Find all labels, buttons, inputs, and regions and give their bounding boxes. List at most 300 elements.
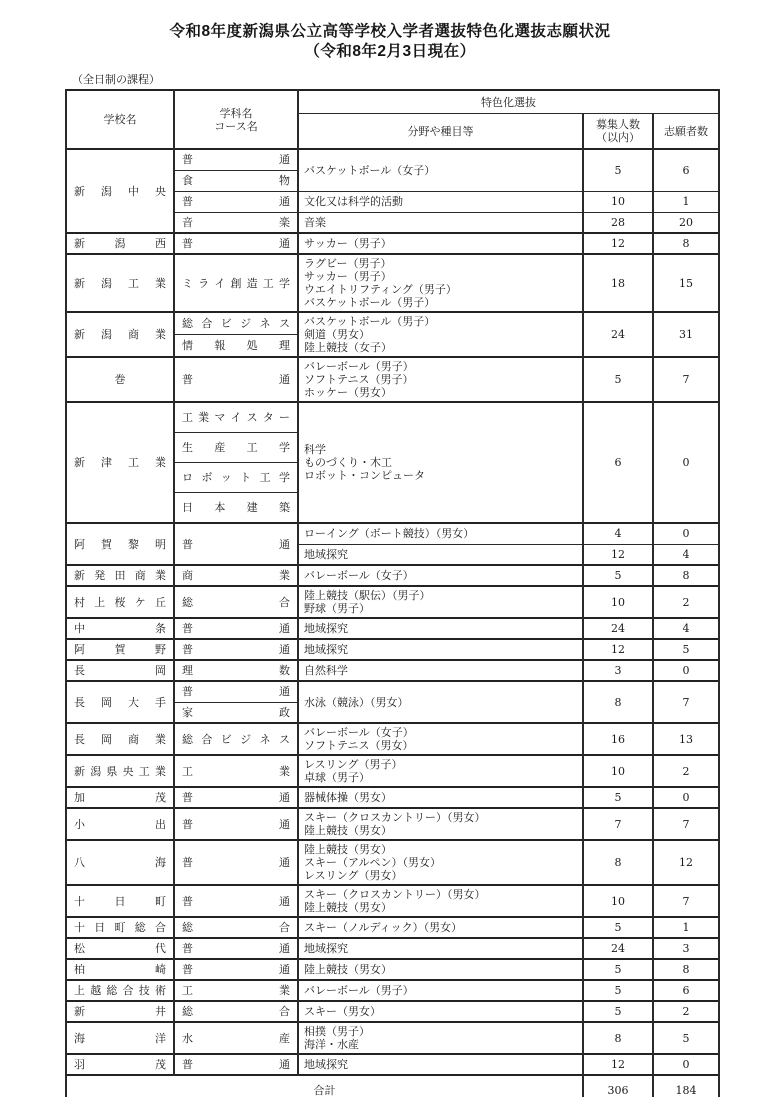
- department-cell: [174, 402, 298, 433]
- field-line: 地域探究: [304, 622, 348, 635]
- name-char: 学: [278, 471, 290, 484]
- total-label: 合計: [66, 1075, 583, 1097]
- department-cell: [174, 523, 298, 565]
- field-cell: [298, 544, 583, 565]
- field-line: スキー（アルペン）（男女）: [304, 856, 442, 869]
- quota-cell: 5: [583, 980, 653, 1001]
- department-cell: [174, 212, 298, 233]
- name-char: 小: [74, 817, 85, 831]
- name-char: 海: [155, 856, 166, 869]
- name-char: 業: [155, 328, 166, 341]
- name-char: 工: [182, 984, 193, 997]
- department-cell: [174, 463, 298, 493]
- name-char: 普: [182, 963, 193, 976]
- name-char: 茂: [155, 1058, 166, 1071]
- table-row: [66, 565, 719, 586]
- name-char: 桜: [114, 595, 126, 609]
- name-char: 業: [155, 569, 166, 582]
- header-selection-group: 特色化選抜: [298, 90, 719, 114]
- name-char: 岡: [101, 695, 112, 709]
- field-line: ラグビー（男子）: [304, 257, 392, 270]
- table-row: [66, 755, 719, 787]
- school-name-cell: [66, 787, 174, 808]
- table-row: [66, 787, 719, 808]
- header-field: 分野や種目等: [298, 114, 583, 150]
- name-char: 手: [155, 695, 166, 709]
- name-char: 総: [182, 921, 193, 934]
- name-char: ス: [246, 411, 258, 424]
- name-char: 業: [279, 984, 290, 997]
- name-char: 合: [279, 1005, 290, 1018]
- name-char: 術: [154, 984, 166, 997]
- name-char: 央: [155, 184, 166, 198]
- name-char: ロ: [182, 471, 193, 484]
- name-char: 総: [182, 595, 193, 609]
- applicants-cell: 0: [653, 787, 719, 808]
- field-cell: [298, 917, 583, 938]
- name-char: 日: [114, 894, 126, 908]
- field-line: 海洋・水産: [304, 1038, 359, 1051]
- name-char: 岡: [101, 732, 112, 746]
- field-cell: [298, 787, 583, 808]
- applicants-cell: 7: [653, 357, 719, 402]
- field-line: 地域探究: [304, 643, 348, 656]
- field-line: バスケットボール（男子）: [304, 296, 436, 309]
- applicants-cell: 12: [653, 840, 719, 885]
- field-line: 陸上競技（女子）: [304, 341, 392, 354]
- table-row: [66, 402, 719, 433]
- department-cell: [174, 1001, 298, 1022]
- name-char: 総: [182, 1005, 193, 1018]
- name-char: 井: [155, 1005, 166, 1018]
- name-char: 業: [155, 276, 166, 290]
- name-char: 茂: [155, 791, 166, 804]
- name-char: 工: [182, 764, 193, 778]
- name-char: 家: [182, 705, 193, 719]
- name-char: 津: [101, 456, 112, 469]
- table-row: [66, 357, 719, 402]
- field-cell: [298, 938, 583, 959]
- document-title: [0, 0, 780, 62]
- name-char: 工: [128, 456, 139, 469]
- name-char: 羽: [74, 1058, 85, 1071]
- field-cell: [298, 808, 583, 840]
- name-char: ー: [278, 411, 290, 424]
- name-char: ジ: [240, 317, 252, 330]
- field-line: 陸上競技（男女）: [304, 963, 392, 976]
- field-line: 地域探究: [304, 1058, 348, 1071]
- name-char: ビ: [220, 317, 232, 330]
- applicants-cell: 7: [653, 808, 719, 840]
- field-cell: [298, 1054, 583, 1075]
- table-row: [66, 586, 719, 618]
- name-char: 新: [74, 456, 85, 469]
- name-char: 潟: [101, 328, 112, 341]
- field-cell: [298, 980, 583, 1001]
- name-char: 加: [74, 791, 85, 804]
- name-char: 報: [214, 339, 226, 352]
- field-cell: [298, 1001, 583, 1022]
- name-char: ッ: [220, 471, 232, 484]
- applicants-cell: 6: [653, 149, 719, 191]
- name-char: 十: [74, 894, 85, 908]
- quota-cell: 8: [583, 1022, 653, 1054]
- applicants-cell: 6: [653, 980, 719, 1001]
- name-char: 理: [182, 664, 193, 677]
- applicants-cell: 1: [653, 917, 719, 938]
- field-line: 相撲（男子）: [304, 1025, 370, 1038]
- name-char: ボ: [201, 471, 213, 484]
- applicants-cell: 4: [653, 618, 719, 639]
- field-cell: [298, 254, 583, 312]
- field-cell: [298, 885, 583, 917]
- name-char: 合: [201, 732, 213, 746]
- field-line: 科学: [304, 443, 326, 456]
- total-quota: 306: [583, 1075, 653, 1097]
- name-char: 通: [279, 237, 290, 250]
- department-cell: [174, 959, 298, 980]
- field-cell: [298, 959, 583, 980]
- field-line: スキー（クロスカントリー）（男女）: [304, 811, 486, 824]
- field-line: ローイング（ボート競技）（男女）: [304, 527, 475, 541]
- school-name-cell: [66, 959, 174, 980]
- quota-cell: 10: [583, 586, 653, 618]
- header-department-line1: 学科名: [219, 106, 253, 120]
- name-char: 総: [182, 732, 193, 746]
- name-char: 中: [128, 184, 139, 198]
- field-line: 陸上競技（男女）: [304, 824, 392, 837]
- name-char: 商: [128, 328, 139, 341]
- field-line: スキー（クロスカントリー）（男女）: [304, 888, 486, 901]
- header-quota-line2: （以内）: [596, 131, 640, 144]
- field-line: バレーボール（女子）: [304, 569, 414, 582]
- name-char: 新: [74, 328, 85, 341]
- table-row: [66, 959, 719, 980]
- title-line-2: （令和8年2月3日現在）: [304, 43, 476, 60]
- name-char: 明: [155, 537, 166, 551]
- applicants-cell: 2: [653, 755, 719, 787]
- field-line: 陸上競技（男女）: [304, 843, 392, 856]
- quota-cell: 12: [583, 1054, 653, 1075]
- name-char: タ: [262, 411, 274, 424]
- name-char: 生: [182, 441, 193, 454]
- name-char: 長: [74, 732, 85, 746]
- applicants-cell: 31: [653, 312, 719, 357]
- name-char: 巻: [114, 373, 126, 386]
- name-char: 岡: [155, 664, 166, 677]
- applicants-cell: 20: [653, 212, 719, 233]
- name-char: 音: [182, 215, 193, 229]
- name-char: 新: [74, 764, 85, 778]
- application-status-table: [65, 89, 720, 1097]
- name-char: 処: [246, 339, 258, 352]
- applicants-cell: 3: [653, 938, 719, 959]
- name-char: 産: [279, 1031, 290, 1045]
- name-char: 発: [94, 569, 106, 582]
- field-line: バレーボール（女子）: [304, 726, 414, 739]
- name-char: 通: [279, 894, 290, 908]
- header-applicants: 志願者数: [653, 114, 719, 150]
- applicants-cell: 13: [653, 723, 719, 755]
- name-char: ジ: [240, 732, 252, 746]
- field-cell: [298, 755, 583, 787]
- field-line: ソフトテニス（男子）: [304, 373, 414, 386]
- name-char: ケ: [134, 595, 146, 609]
- quota-cell: 12: [583, 639, 653, 660]
- quota-cell: 16: [583, 723, 653, 755]
- name-char: 通: [279, 195, 290, 208]
- department-cell: [174, 493, 298, 524]
- quota-cell: 10: [583, 755, 653, 787]
- field-cell: [298, 723, 583, 755]
- name-char: 本: [214, 501, 226, 514]
- name-char: ス: [278, 732, 290, 746]
- name-char: 普: [182, 537, 193, 551]
- name-char: 県: [106, 764, 118, 778]
- table-row: [66, 1054, 719, 1075]
- school-name-cell: [66, 586, 174, 618]
- field-line: 文化又は科学的活動: [304, 195, 403, 208]
- name-char: 普: [182, 237, 193, 250]
- department-cell: [174, 723, 298, 755]
- department-cell: [174, 149, 298, 170]
- name-char: 普: [182, 153, 193, 167]
- applicants-cell: 0: [653, 660, 719, 681]
- department-cell: [174, 170, 298, 191]
- name-char: 楽: [279, 215, 290, 229]
- name-char: 造: [246, 276, 258, 290]
- field-cell: [298, 565, 583, 586]
- name-char: 総: [134, 921, 146, 934]
- department-cell: [174, 586, 298, 618]
- applicants-cell: 2: [653, 586, 719, 618]
- name-char: ビ: [220, 732, 232, 746]
- department-cell: [174, 639, 298, 660]
- school-name-cell: [66, 357, 174, 402]
- name-char: 工: [128, 276, 139, 290]
- field-line: 野球（男子）: [304, 602, 370, 615]
- field-line: バレーボール（男子）: [304, 360, 414, 373]
- name-char: 田: [114, 569, 126, 582]
- total-row: [66, 1075, 719, 1097]
- name-char: 崎: [155, 963, 166, 976]
- applicants-cell: 0: [653, 523, 719, 544]
- department-cell: [174, 254, 298, 312]
- name-char: 長: [74, 695, 85, 709]
- field-cell: [298, 660, 583, 681]
- field-line: 地域探究: [304, 942, 348, 955]
- field-line: スキー（ノルディック）（男女）: [304, 921, 463, 934]
- table-row: [66, 917, 719, 938]
- table-row: [66, 618, 719, 639]
- name-char: 政: [279, 705, 290, 719]
- field-line: ものづくり・木工: [304, 456, 392, 469]
- school-name-cell: [66, 233, 174, 254]
- name-char: 阿: [74, 643, 85, 656]
- field-cell: [298, 149, 583, 191]
- school-name-cell: [66, 840, 174, 885]
- name-char: ス: [278, 317, 290, 330]
- name-char: 通: [279, 373, 290, 386]
- field-line: ロボット・コンピュータ: [304, 469, 425, 482]
- name-char: 商: [128, 732, 139, 746]
- school-name-cell: [66, 723, 174, 755]
- name-char: 町: [155, 894, 166, 908]
- course-type-note: （全日制の課程）: [72, 73, 160, 86]
- quota-cell: 28: [583, 212, 653, 233]
- name-char: 普: [182, 856, 193, 869]
- name-char: 賀: [101, 537, 112, 551]
- name-char: 業: [155, 732, 166, 746]
- name-char: 西: [155, 237, 166, 250]
- name-char: 出: [155, 817, 166, 831]
- name-char: 新: [74, 569, 85, 582]
- name-char: 普: [182, 894, 193, 908]
- table-row: [66, 149, 719, 170]
- name-char: 学: [278, 276, 290, 290]
- field-cell: [298, 681, 583, 723]
- name-char: 十: [74, 921, 85, 934]
- quota-cell: 5: [583, 917, 653, 938]
- quota-cell: 24: [583, 938, 653, 959]
- department-cell: [174, 681, 298, 702]
- quota-cell: 10: [583, 191, 653, 212]
- field-cell: [298, 191, 583, 212]
- department-cell: [174, 565, 298, 586]
- field-cell: [298, 840, 583, 885]
- name-char: ネ: [259, 317, 271, 330]
- table-row: [66, 233, 719, 254]
- school-name-cell: [66, 402, 174, 523]
- field-cell: [298, 639, 583, 660]
- name-char: 築: [278, 501, 290, 514]
- applicants-cell: 15: [653, 254, 719, 312]
- name-char: 商: [182, 569, 193, 582]
- department-cell: [174, 433, 298, 463]
- quota-cell: 12: [583, 233, 653, 254]
- field-line: 音楽: [304, 215, 326, 229]
- school-name-cell: [66, 523, 174, 565]
- name-char: 潟: [101, 276, 112, 290]
- table-row: [66, 312, 719, 335]
- table-row: [66, 254, 719, 312]
- department-cell: [174, 357, 298, 402]
- name-char: 学: [278, 441, 290, 454]
- applicants-cell: 8: [653, 233, 719, 254]
- name-char: 通: [279, 963, 290, 976]
- name-char: 物: [279, 174, 290, 187]
- school-name-cell: [66, 1022, 174, 1054]
- name-char: 日: [182, 501, 193, 514]
- name-char: 普: [182, 942, 193, 955]
- name-char: 通: [279, 685, 290, 699]
- name-char: 普: [182, 373, 193, 386]
- name-char: ト: [240, 471, 252, 484]
- name-char: 上: [74, 984, 85, 997]
- name-char: 日: [94, 921, 106, 934]
- name-char: 建: [246, 501, 258, 514]
- name-char: 通: [279, 791, 290, 804]
- name-char: 通: [279, 537, 290, 551]
- quota-cell: 5: [583, 357, 653, 402]
- name-char: 通: [279, 1058, 290, 1071]
- name-char: 丘: [155, 595, 166, 609]
- school-name-cell: [66, 681, 174, 723]
- department-cell: [174, 1054, 298, 1075]
- table-row: [66, 885, 719, 917]
- quota-cell: 7: [583, 808, 653, 840]
- name-char: 海: [74, 1031, 85, 1045]
- field-line: 器械体操（男女）: [304, 791, 392, 804]
- table-row: [66, 639, 719, 660]
- table-row: [66, 1001, 719, 1022]
- name-char: 業: [279, 569, 290, 582]
- name-char: 合: [122, 984, 134, 997]
- school-name-cell: [66, 565, 174, 586]
- name-char: マ: [214, 411, 226, 424]
- name-char: イ: [214, 276, 226, 290]
- field-line: 水泳（競泳）（男女）: [304, 695, 409, 709]
- name-char: イ: [230, 411, 242, 424]
- applicants-cell: 5: [653, 1022, 719, 1054]
- school-name-cell: [66, 755, 174, 787]
- applicants-cell: 7: [653, 885, 719, 917]
- name-char: 業: [154, 764, 166, 778]
- field-cell: [298, 618, 583, 639]
- quota-cell: 5: [583, 149, 653, 191]
- department-cell: [174, 335, 298, 358]
- department-cell: [174, 618, 298, 639]
- name-char: ラ: [198, 276, 210, 290]
- field-line: 陸上競技（男女）: [304, 901, 392, 914]
- department-cell: [174, 980, 298, 1001]
- name-char: 普: [182, 1058, 193, 1071]
- header-department-line2: コース名: [214, 119, 258, 133]
- name-char: 中: [74, 622, 85, 635]
- field-line: ホッケー（男女）: [304, 386, 392, 399]
- header-school-name: 学校名: [66, 90, 174, 149]
- school-name-cell: [66, 808, 174, 840]
- school-name-cell: [66, 1001, 174, 1022]
- name-char: ミ: [182, 276, 193, 290]
- department-cell: [174, 191, 298, 212]
- name-char: 業: [198, 411, 210, 424]
- field-line: 地域探究: [304, 547, 348, 561]
- name-char: 工: [259, 471, 271, 484]
- department-cell: [174, 885, 298, 917]
- name-char: 情: [182, 339, 193, 352]
- header-quota-line1: 募集人数: [596, 118, 640, 131]
- quota-cell: 3: [583, 660, 653, 681]
- field-line: レスリング（男女）: [304, 869, 403, 882]
- name-char: 普: [182, 685, 193, 699]
- name-char: 野: [155, 643, 166, 656]
- field-cell: [298, 357, 583, 402]
- field-cell: [298, 312, 583, 357]
- table-row: [66, 523, 719, 544]
- field-line: バレーボール（男子）: [304, 984, 414, 997]
- name-char: 合: [279, 921, 290, 934]
- field-cell: [298, 212, 583, 233]
- name-char: 総: [182, 317, 193, 330]
- school-name-cell: [66, 639, 174, 660]
- applicants-cell: 4: [653, 544, 719, 565]
- name-char: 普: [182, 791, 193, 804]
- name-char: 工: [246, 441, 258, 454]
- name-char: 普: [182, 817, 193, 831]
- name-char: 業: [279, 764, 290, 778]
- department-cell: [174, 938, 298, 959]
